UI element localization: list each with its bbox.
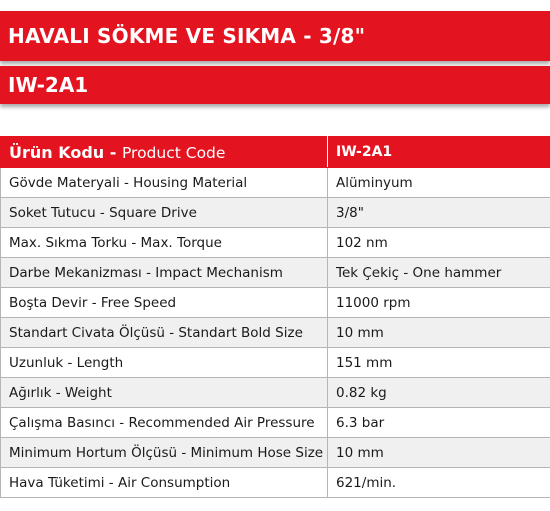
spec-value: Alüminyum	[328, 168, 550, 198]
header-label-bold: Ürün Kodu -	[9, 142, 122, 162]
header-label-cell	[1, 137, 328, 168]
spec-value: 0.82 kg	[328, 378, 550, 408]
table-row	[1, 168, 550, 198]
table-row	[1, 468, 550, 498]
table-row	[1, 408, 550, 438]
spec-value: 151 mm	[328, 348, 550, 378]
spec-value: 621/min.	[328, 468, 550, 498]
table-row	[1, 348, 550, 378]
spec-label: Max. Sıkma Torku - Max. Torque	[1, 228, 328, 258]
spec-table-header	[1, 137, 550, 168]
spec-label: Gövde Materyali - Housing Material	[1, 168, 328, 198]
spec-value: 10 mm	[328, 438, 550, 468]
spec-label: Hava Tüketimi - Air Consumption	[1, 468, 328, 498]
spec-label: Boşta Devir - Free Speed	[1, 288, 328, 318]
header-value-cell	[328, 137, 550, 168]
spec-value: Tek Çekiç - One hammer	[328, 258, 550, 288]
spec-label: Uzunluk - Length	[1, 348, 328, 378]
header-label-light: Product Code	[121, 143, 226, 162]
table-row	[1, 228, 550, 258]
product-code-banner	[0, 66, 550, 104]
spec-value: 3/8"	[328, 198, 550, 228]
spec-label: Darbe Mekanizması - Impact Mechanism	[1, 258, 328, 288]
spec-value: 11000 rpm	[328, 288, 550, 318]
header-value: IW-2A1	[336, 144, 393, 160]
spec-label: Çalışma Basıncı - Recommended Air Pressure	[1, 408, 328, 438]
table-row	[1, 318, 550, 348]
table-row	[1, 438, 550, 468]
spec-label: Soket Tutucu - Square Drive	[1, 198, 328, 228]
spec-value: 6.3 bar	[328, 408, 550, 438]
spec-value: 10 mm	[328, 318, 550, 348]
product-code: IW-2A1	[8, 73, 89, 97]
product-title-banner	[0, 11, 550, 61]
table-row	[1, 258, 550, 288]
spec-value: 102 nm	[328, 228, 550, 258]
table-row	[1, 378, 550, 408]
table-row	[1, 288, 550, 318]
table-row	[1, 198, 550, 228]
product-title: HAVALI SÖKME VE SIKMA - 3/8"	[8, 24, 366, 48]
spec-label: Standart Civata Ölçüsü - Standart Bold Size	[1, 318, 328, 348]
spec-label: Ağırlık - Weight	[1, 378, 328, 408]
spec-table	[0, 136, 550, 498]
spec-label: Minimum Hortum Ölçüsü - Minimum Hose Size	[1, 438, 328, 468]
